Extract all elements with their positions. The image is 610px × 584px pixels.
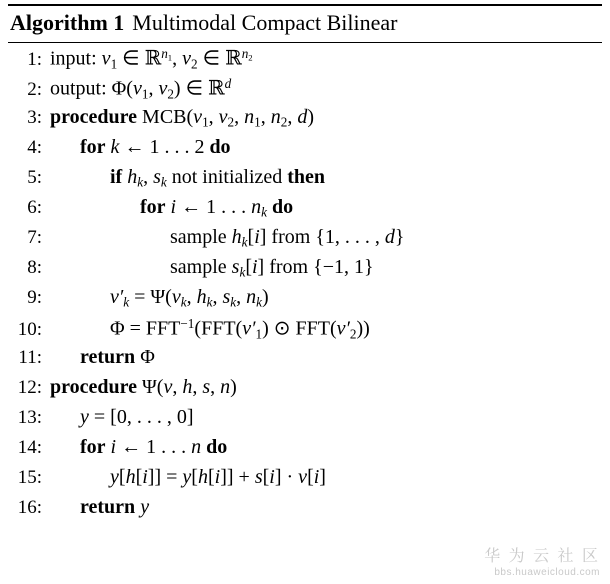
line-number: 12: [17,377,42,398]
line-content: $v'_k = \Psi(v_k$, $h_k$, $s_k$, $n_k$) [110,286,269,310]
algorithm-line [8,467,602,497]
algorithm-block [8,4,602,527]
line-content: return y [80,496,150,518]
line-number: 4: [27,137,42,158]
algorithm-line [8,377,602,407]
line-number: 16: [17,497,42,518]
line-number: 9: [27,287,42,308]
line-content: return Φ [80,346,155,368]
algorithm-line [8,287,602,317]
algorithm-lines [8,43,602,527]
line-content: for i ← 1 . . . $n_k$ do [140,196,294,220]
algorithm-line [8,257,602,287]
line-number: 14: [17,437,42,458]
watermark [484,548,600,578]
line-number: 6: [27,197,42,218]
algorithm-line [8,107,602,137]
line-number: 11: [18,347,42,368]
line-number: 15: [17,467,42,488]
algorithm-line [8,137,602,167]
line-content: input: $v_1$ ∈ ℝ$^{n_1}$, $v_2$ ∈ ℝ$^{n_2}$ [50,45,253,72]
line-content: $\Phi = FFT^{-1}(FFT(v'_1)$ ⊙ $FFT(v'_2)$) [110,316,370,342]
line-number: 13: [17,407,42,428]
algorithm-line [8,47,602,77]
line-content: sample $s_k[i]$ from {−1, 1} [170,256,374,280]
line-content: procedure $MCB(v_1$, $v_2$, $n_1$, $n_2$, d) [50,106,314,130]
algorithm-line [8,77,602,107]
line-content: output: $\Phi(v_1$, $v_2$) ∈ ℝ$^d$ [50,75,232,102]
line-content: procedure Ψ(v, h, s, n) [50,376,237,398]
watermark-main-text: 华 为 云 社 区 [484,548,600,566]
line-content: y = [0, . . . , 0] [80,406,194,428]
algorithm-line [8,497,602,527]
algorithm-line [8,317,602,347]
algorithm-label: Algorithm 1 [10,10,125,35]
line-content: sample $h_k[i]$ from {1, . . . , d} [170,226,405,250]
line-number: 10: [17,318,42,340]
algorithm-line [8,197,602,227]
line-number: 8: [27,257,42,278]
watermark-sub-text: bbs.huaweicloud.com [494,566,600,578]
algorithm-line [8,167,602,197]
algorithm-line [8,407,602,437]
algorithm-line [8,227,602,257]
line-number: 2: [27,78,42,100]
line-number: 7: [27,227,42,248]
line-number: 1: [27,48,42,70]
line-content: for i ← 1 . . . n do [80,436,228,458]
algorithm-line [8,347,602,377]
line-content: y[h[i]] = y[h[i]] + s[i] · v[i] [110,466,326,488]
line-number: 3: [27,107,42,128]
line-content: for k ← 1 . . . 2 do [80,136,231,158]
algorithm-line [8,437,602,467]
line-content: if $h_k$, $s_k$ not initialized then [110,166,326,190]
algorithm-title [8,6,602,42]
line-number: 5: [27,167,42,188]
algorithm-title-text: Multimodal Compact Bilinear [132,10,398,35]
